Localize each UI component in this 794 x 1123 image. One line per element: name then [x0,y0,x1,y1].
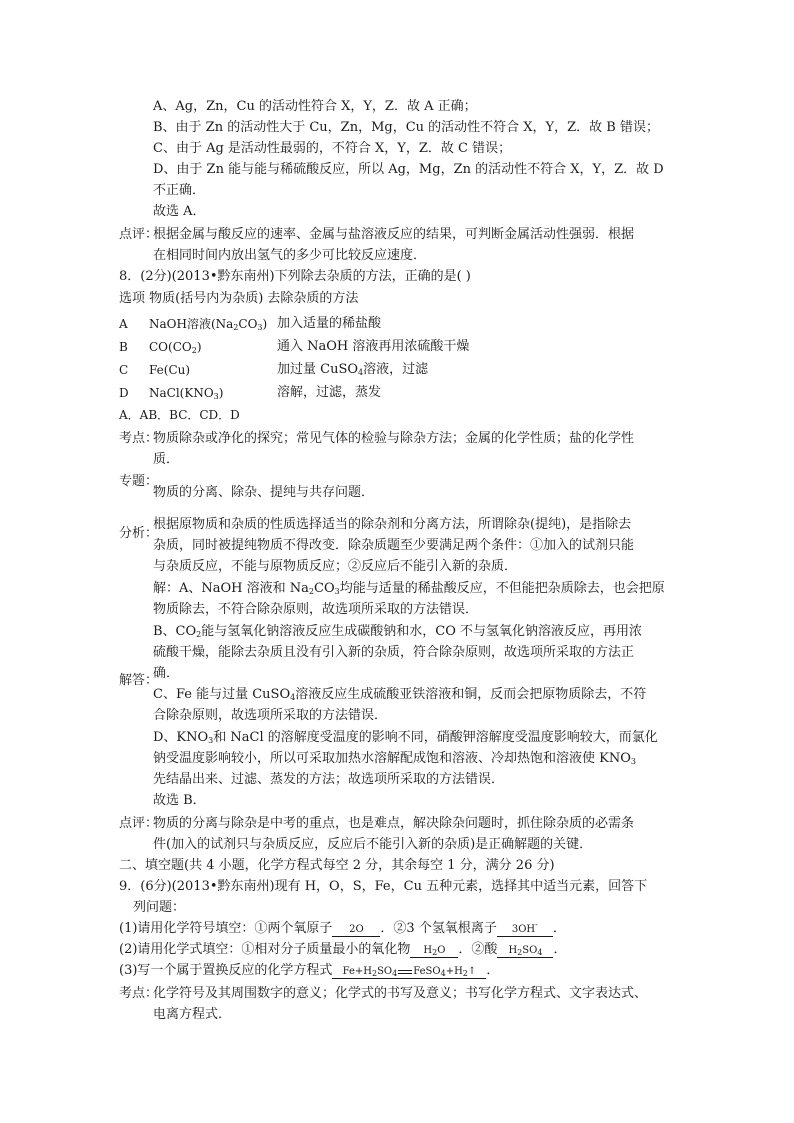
q9-sub2-prompt: (2)请用化学式填空：①相对分子质量最小的氧化物 [119,942,411,957]
q8-jieda-line: B、$CO_2$能与氢氧化钠溶液反应生成碳酸钠和水，CO 不与氢氧化钠溶液反应，再用浓 [153,624,643,639]
q8-row-method: 加过量 CuSO$_4$溶液，过滤 [277,362,429,377]
q8-jieda-label: 解答： [119,673,159,688]
answer-blank [497,920,553,937]
q8-choices: A．AB．BC．CD．D [119,408,240,422]
q9-kaodian-label: 考点： [119,986,159,1001]
q8-kaodian-line: 质． [153,452,180,467]
prev-answer-line: B、由于 Zn 的活动性大于 Cu，Zn，Mg，Cu 的活动性不符合 X，Y，Z．故 B 错误； [153,120,659,135]
prev-comment-line: 在相同时间内放出氢气的多少可比较反应速度． [153,248,427,263]
prev-answer-line: C、由于 Ag 是活动性最弱的，不符合 X，Y，Z．故 C 错误； [153,141,512,156]
q8-row-method: 加入适量的稀盐酸 [277,316,382,331]
q9-sub1 [119,920,566,938]
q9-sub3-prompt: (3)写一个属于置换反应的化学方程式 [119,963,333,978]
q8-jieda-line: D、$KNO_3$和 NaCl 的溶解度受温度的影响不同，硝酸钾溶解度受温度影响较大，而氯化 [153,730,658,745]
q8-kaodian-line: 物质除杂或净化的探究；常见气体的检验与除杂方法；金属的化学性质；盐的化学性 [153,431,635,446]
prev-comment-label: 点评： [119,227,159,242]
q8-fenxi-line: 杂质，同时被提纯物质不得改变．除杂质题至少要满足两个条件：①加入的试剂只能 [153,538,635,553]
q8-jieda-line: 故选 B． [153,793,206,808]
q8-row-method: 通入 NaOH 溶液再用浓硫酸干燥 [277,339,470,354]
equals-sign [398,970,412,974]
equation-left: $Fe+H_2SO_4$ [342,966,398,978]
q9-kaodian-line: 电离方程式． [153,1007,232,1022]
equation-right: $FeSO_4+H_2$ [413,966,468,978]
answer-blank: $H_2SO_4$ [497,944,553,958]
q9-sub2 [119,941,566,959]
prev-answer-line: 不正确． [153,183,206,198]
q8-row-substance: $NaCl(KNO_3)$ [149,386,224,401]
charge-sup: - [535,920,538,929]
q9-sub3 [119,962,499,980]
q9-sub2-end: ． [553,942,567,957]
q8-dianping-line: 物质的分离与除杂是中考的重点，也是难点，解决除杂问题时，抓住除杂质的必需条 [153,816,635,831]
q8-row-option: D [119,386,129,400]
q9-sub3-end: ． [486,963,500,978]
q8-jieda-line: 钠受温度影响较小，所以可采取加热水溶解配成饱和溶液、冷却热饱和溶液使 $KNO_3$ [153,751,636,766]
q8-row-substance: Fe(Cu) [149,363,191,377]
q8-fenxi-line: 根据原物质和杂质的性质选择适当的除杂剂和分离方法，所谓除杂(提纯)，是指除去 [153,517,632,532]
q9-sub1-prompt: (1)请用化学符号填空：①两个氧原子 [119,921,333,936]
prev-answer-line: A、Ag，Zn，Cu 的活动性符合 X，Y，Z．故 A 正确； [153,99,477,114]
q9-sub1-end: ． [552,921,566,936]
q8-jieda-line: 物质除去，不符合除杂原则，故选项所采取的方法错误． [153,602,479,617]
q8-zhuanti-label: 专题： [119,474,159,489]
q8-jieda-line: C、Fe 能与过量 CuSO$_4$溶液反应生成硫酸亚铁溶液和铜，反而会把原物质除去，不符 [153,687,647,702]
prev-comment-line: 根据金属与酸反应的速率、金属与盐溶液反应的结果，可判断金属活动性强弱．根据 [153,227,635,242]
q8-row-option: C [119,363,129,377]
q8-row-option: A [119,317,128,331]
answer-text: 3OH [511,924,536,935]
equation-blank [332,965,486,979]
q8-row-option: B [119,340,128,354]
q8-row-substance: NaOH溶液$(Na_2CO_3)$ [149,317,268,332]
q9-kaodian-line: 化学符号及其周围数字的意义；化学式的书写及意义；书写化学方程式、文字表达式、 [153,986,648,1001]
q8-row-substance: $CO(CO_2)$ [149,340,202,355]
q8-jieda-line: 合除杂原则，故选项所采取的方法错误． [153,708,388,723]
q8-jieda-line: 先结晶出来、过滤、蒸发的方法；故选项所采取的方法错误． [153,772,505,787]
q8-zhuanti: 物质的分离、除杂、提纯与共存问题． [153,485,375,500]
q8-dianping-label: 点评： [119,816,159,831]
answer-blank: $H_2O$ [410,944,458,958]
gas-arrow: ↑ [467,966,477,977]
prev-answer-line: D、由于 Zn 能与能与稀硫酸反应，所以 Ag，Mg，Zn 的活动性不符合 X，Y，Z．故 D [153,162,664,177]
prev-answer-line: 故选 A． [153,204,206,219]
section-heading: 二、填空题(共 4 小题，化学方程式每空 2 分，其余每空 1 分，满分 26 分) [119,858,555,873]
q8-fenxi-label: 分析： [119,526,159,541]
q8-jieda-line: 解：A、NaOH 溶液和 $Na_2CO_3$均能与适量的稀盐酸反应，不但能把杂质除去，也会把原 [153,581,665,596]
q8-jieda-line: 确． [153,666,180,681]
q9-title: 9．(6分)(2013•黔东南州)现有 H，O，S，Fe，Cu 五种元素，选择其中适当元素，回答下 [119,879,648,894]
q8-kaodian-label: 考点： [119,431,159,446]
q8-table-header: 选项 物质(括号内为杂质) 去除杂质的方法 [119,291,359,306]
q8-jieda-line: 硫酸干燥，能除去杂质且没有引入新的杂质，符合除杂原则，故选项所采取的方法正 [153,645,635,660]
q9-sub1-mid: ．②3 个氢氧根离子 [380,921,497,936]
q9-title-cont: 列问题： [133,900,186,915]
q8-title: 8．(2分)(2013•黔东南州)下列除去杂质的方法，正确的是( ) [119,269,471,284]
q8-fenxi-line: 与杂质反应，不能与原物质反应；②反应后不能引入新的杂质． [153,559,518,574]
q8-dianping-line: 件(加入的试剂只与杂质反应，反应后不能引入新的杂质)是正确解题的关键． [153,837,593,852]
q9-sub2-mid: ．②酸 [458,942,498,957]
q8-row-method: 溶解，过滤，蒸发 [277,385,382,400]
answer-blank: 2O [332,923,380,937]
